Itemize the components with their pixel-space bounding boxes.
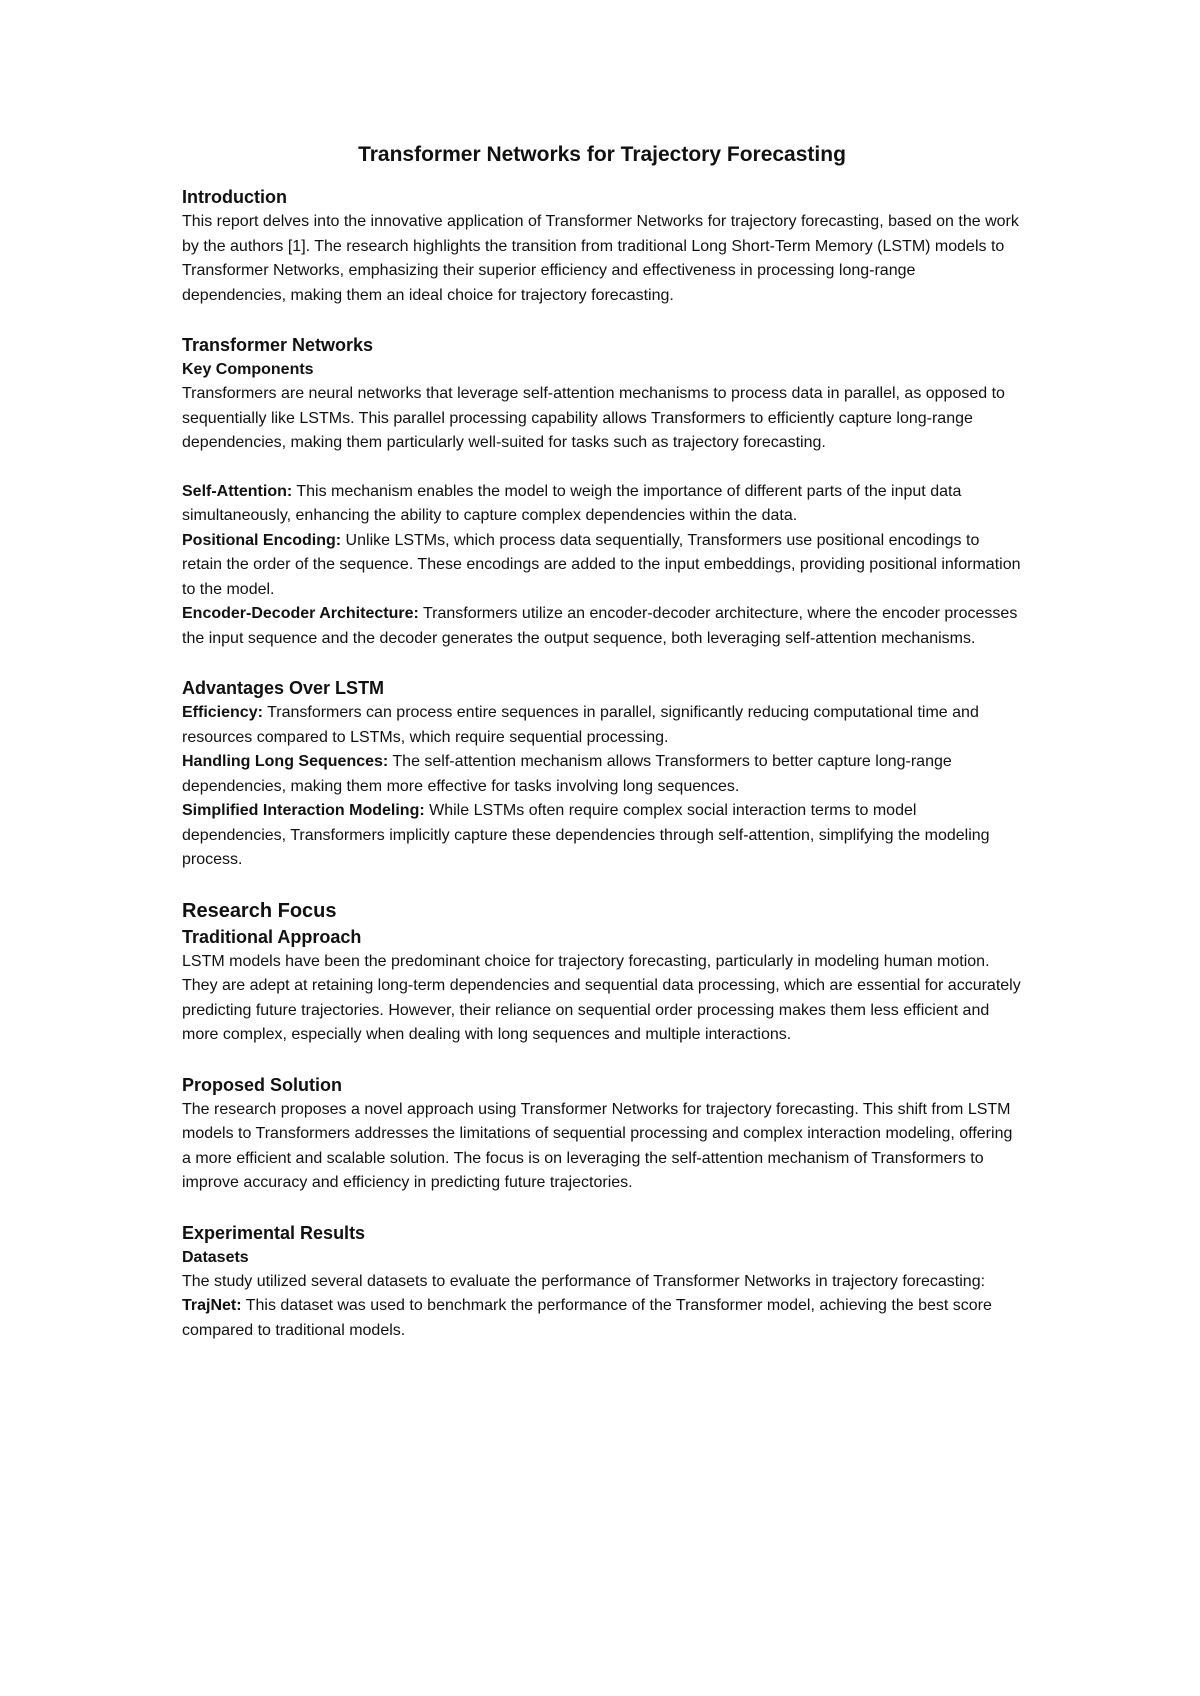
definition-item [182,529,1022,603]
dataset-text: This dataset was used to benchmark the performance of the Transformer model, achieving the best score compared to traditional models. [182,1297,992,1339]
experimental-results-heading: Experimental Results [182,1222,366,1243]
transformer-networks-heading: Transformer Networks [182,335,374,355]
definition-term: Self-Attention: [182,482,293,500]
dataset-term: TrajNet: [182,1297,242,1314]
dataset-item [182,1294,1022,1343]
definition-term: Positional Encoding: [182,531,342,549]
document-body [182,140,1022,1343]
advantage-text: The self-attention mechanism allows Transformers to better capture long-range dependencies, making them more effective for tasks involving long sequences. [182,753,952,795]
advantage-item [182,799,1022,873]
transformer-paragraph: Transformers are neural networks that leverage self-attention mechanisms to process data in parallel, as opposed to sequentially like LSTMs. This parallel processing capability allows Transformers to efficiently capture long-range dependencies, making them particularly well-suited for tasks such as trajectory forecasting. [182,385,1005,451]
definition-text: This mechanism enables the model to weigh the importance of different parts of the input data simultaneously, enhancing the ability to capture complex dependencies within the data. [182,482,962,524]
proposed-solution-paragraph: The research proposes a novel approach using Transformer Networks for trajectory forecasting. This shift from LSTM models to Transformers addresses the limitations of sequential processing and complex interaction modeling, offering a more efficient and scalable solution. The focus is on leveraging the self-attention mechanism of Transformers to improve accuracy and efficiency in predicting future trajectories. [182,1100,1013,1191]
datasets-subheading: Datasets [182,1248,249,1266]
traditional-approach-paragraph: LSTM models have been the predominant choice for trajectory forecasting, particularly in modeling human motion. They are adept at retaining long-term dependencies and sequential data processing, which are essential for accurately predicting future trajectories. However, their reliance on sequential order processing makes them less efficient and more complex, especially when dealing with long sequences and multiple interactions. [182,952,1021,1043]
advantage-term: Handling Long Sequences: [182,753,389,770]
traditional-approach-subheading: Traditional Approach [182,926,362,947]
research-focus-heading: Research Focus [182,899,337,922]
definition-item [182,480,1022,529]
advantage-text: Transformers can process entire sequences in parallel, significantly reducing computational time and resources compared to LSTMs, which require sequential processing. [182,704,979,746]
definition-term: Encoder-Decoder Architecture: [182,605,419,622]
advantage-item [182,701,1022,750]
document-title: Transformer Networks for Trajectory Forecasting [358,143,846,166]
definition-text: Unlike LSTMs, which process data sequentially, Transformers use positional encodings to retain the order of the sequence. These encodings are added to the input embeddings, providing positional information to the model. [182,531,1021,598]
datasets-paragraph: The study utilized several datasets to evaluate the performance of Transformer Networks in trajectory forecasting: [182,1272,986,1290]
advantage-item [182,750,1022,799]
advantage-term: Efficiency: [182,704,263,721]
proposed-solution-heading: Proposed Solution [182,1074,342,1095]
definition-text: Transformers utilize an encoder-decoder architecture, where the encoder processes the input sequence and the decoder generates the output sequence, both leveraging self-attention mechanisms. [182,605,1018,647]
key-components-subheading: Key Components [182,361,314,378]
advantage-term: Simplified Interaction Modeling: [182,802,425,819]
introduction-heading: Introduction [182,187,287,207]
introduction-paragraph: This report delves into the innovative application of Transformer Networks for trajectory forecasting, based on the work by the authors [1]. The research highlights the transition from traditional Long Short-Term Memory (LSTM) models to Transformer Networks, emphasizing their superior efficiency and effectiveness in processing long-range dependencies, making them an ideal choice for trajectory forecasting. [182,213,1019,304]
advantages-heading: Advantages Over LSTM [182,678,385,698]
advantage-text: While LSTMs often require complex social interaction terms to model dependencies, Transformers implicitly capture these dependencies through self-attention, simplifying the modeling process. [182,802,990,868]
definition-item [182,602,1022,651]
